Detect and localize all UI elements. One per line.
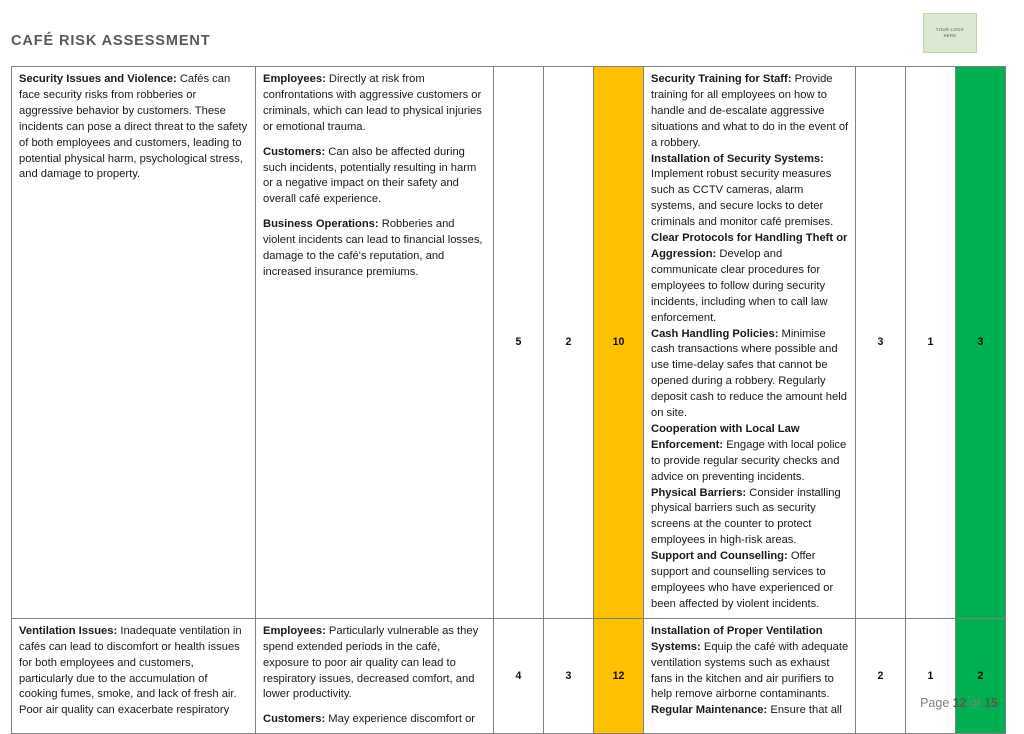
control-item [651,72,849,152]
control-lead: Support and Counselling: [651,550,788,563]
initial-likelihood-score: 4 [494,618,544,733]
residual-likelihood-score: 3 [856,67,906,619]
page-footer [0,696,1024,710]
initial-risk-rating: 10 [594,67,644,619]
affected-lead: Customers: [263,713,326,726]
affected-lead: Business Operations: [263,218,379,231]
control-lead: Physical Barriers: [651,486,747,499]
footer-total-pages: 15 [984,696,998,710]
initial-likelihood-score: 5 [494,67,544,619]
control-text: Provide training for all employees on how to handle and de-escalate aggressive situations and what to do in the event of a robbery. [651,73,849,149]
control-item [651,152,849,232]
logo-placeholder-line-2: HERE [943,33,957,38]
table-row [12,618,1006,733]
initial-risk-rating: 12 [594,618,644,733]
affected-item [263,712,487,728]
control-item [651,624,849,704]
control-lead: Cooperation with Local Law Enforcement: [651,422,800,451]
hazard-cell [12,67,256,619]
control-item [651,231,849,326]
table-row [12,67,1006,619]
page-header [0,0,1024,66]
control-lead: Clear Protocols for Handling Theft or Aggression: [651,232,848,260]
residual-risk-rating: 3 [956,67,1006,619]
footer-page-word: Page [920,696,950,710]
affected-item [263,217,487,281]
control-item [651,422,849,486]
hazard-cell [12,618,256,733]
control-lead: Security Training for Staff: [651,73,792,85]
hazard-text: Cafés can face security risks from robberies or aggressive behavior by customers. These incidents can pose a direct threat to the safety of both employees and customers, leading to potential physical harm, psychological stress, and damage to property. [19,73,248,181]
residual-likelihood-score: 2 [856,618,906,733]
control-lead: Installation of Security Systems: [651,152,824,165]
affected-text: Directly at risk from confrontations with aggressive customers or criminals, which can lead to physical injuries or emotional trauma. [263,73,482,133]
affected-item [263,624,487,704]
control-lead: Regular Maintenance: [651,704,768,717]
control-item [651,549,849,613]
affected-lead: Employees: [263,73,326,85]
hazard-lead: Security Issues and Violence: [19,73,177,85]
residual-risk-rating: 2 [956,618,1006,733]
footer-current-page: 12 [952,696,967,710]
hazard-text: Inadequate ventilation in cafés can lead to discomfort or health issues for both employees and customers, particularly due to the accumulation of cooking fumes, smoke, and lack of fresh air. Poor air quality can exacerbate respiratory [19,624,242,717]
affected-lead: Employees: [263,624,326,637]
hazard-description [19,72,249,183]
residual-severity-score: 1 [906,67,956,619]
control-text: Implement robust security measures such as CCTV cameras, alarm systems, and secure locks to deter criminals and monitor café premises. [651,168,834,229]
affected-text: Can also be affected during such incidents, potentially resulting in harm or a negative impact on their safety and overall café experience. [263,145,477,206]
control-measures-cell [644,618,856,733]
logo-placeholder-line-1: YOUR LOGO [935,27,965,33]
control-text: Engage with local police to provide regular security checks and advice on preventing incidents. [651,438,847,483]
control-text: Consider installing physical barriers such as security screens at the counter to protect employees in high-risk areas. [651,486,841,547]
affected-text: May experience discomfort or [325,713,476,726]
control-item [651,486,849,550]
affected-lead: Customers: [263,145,326,158]
risk-assessment-table [11,66,1006,734]
hazard-lead: Ventilation Issues: [19,624,118,637]
control-item [651,327,849,422]
control-text: Develop and communicate clear procedures for employees to follow during security incidents, including when to call law enforcement. [651,247,828,324]
initial-severity-score: 2 [544,67,594,619]
control-measures-cell [644,67,856,619]
affected-text: Robberies and violent incidents can lead to financial losses, damage to the café's reputation, and increased insurance premiums. [263,218,483,278]
affected-item [263,145,487,209]
footer-of-word: of [970,696,981,710]
affected-text: Particularly vulnerable as they spend extended periods in the café, exposure to poor air quality can lead to respiratory issues, decreased comfort, and lower productivity. [263,624,479,701]
residual-severity-score: 1 [906,618,956,733]
control-text: Ensure that all [767,704,842,717]
who-affected-cell [256,618,494,733]
initial-severity-score: 3 [544,618,594,733]
logo-placeholder [923,13,977,53]
who-affected-cell [256,67,494,619]
control-lead: Cash Handling Policies: [651,327,779,340]
control-text: Minimise cash transactions where possible and use time-delay safes that cannot be opened during a robbery. Regularly deposit cash to reduce the amount held on site. [651,327,847,420]
page-title: CAFÉ RISK ASSESSMENT [11,33,211,49]
control-text: Offer support and counselling services to employees who have experienced or been affected by violent incidents. [651,550,834,610]
control-text: Equip the café with adequate ventilation systems such as exhaust fans in the kitchen and air purifiers to help remove airborne contaminants. [651,640,849,701]
affected-item [263,72,487,136]
control-lead: Installation of Proper Ventilation Systems: [651,624,823,653]
